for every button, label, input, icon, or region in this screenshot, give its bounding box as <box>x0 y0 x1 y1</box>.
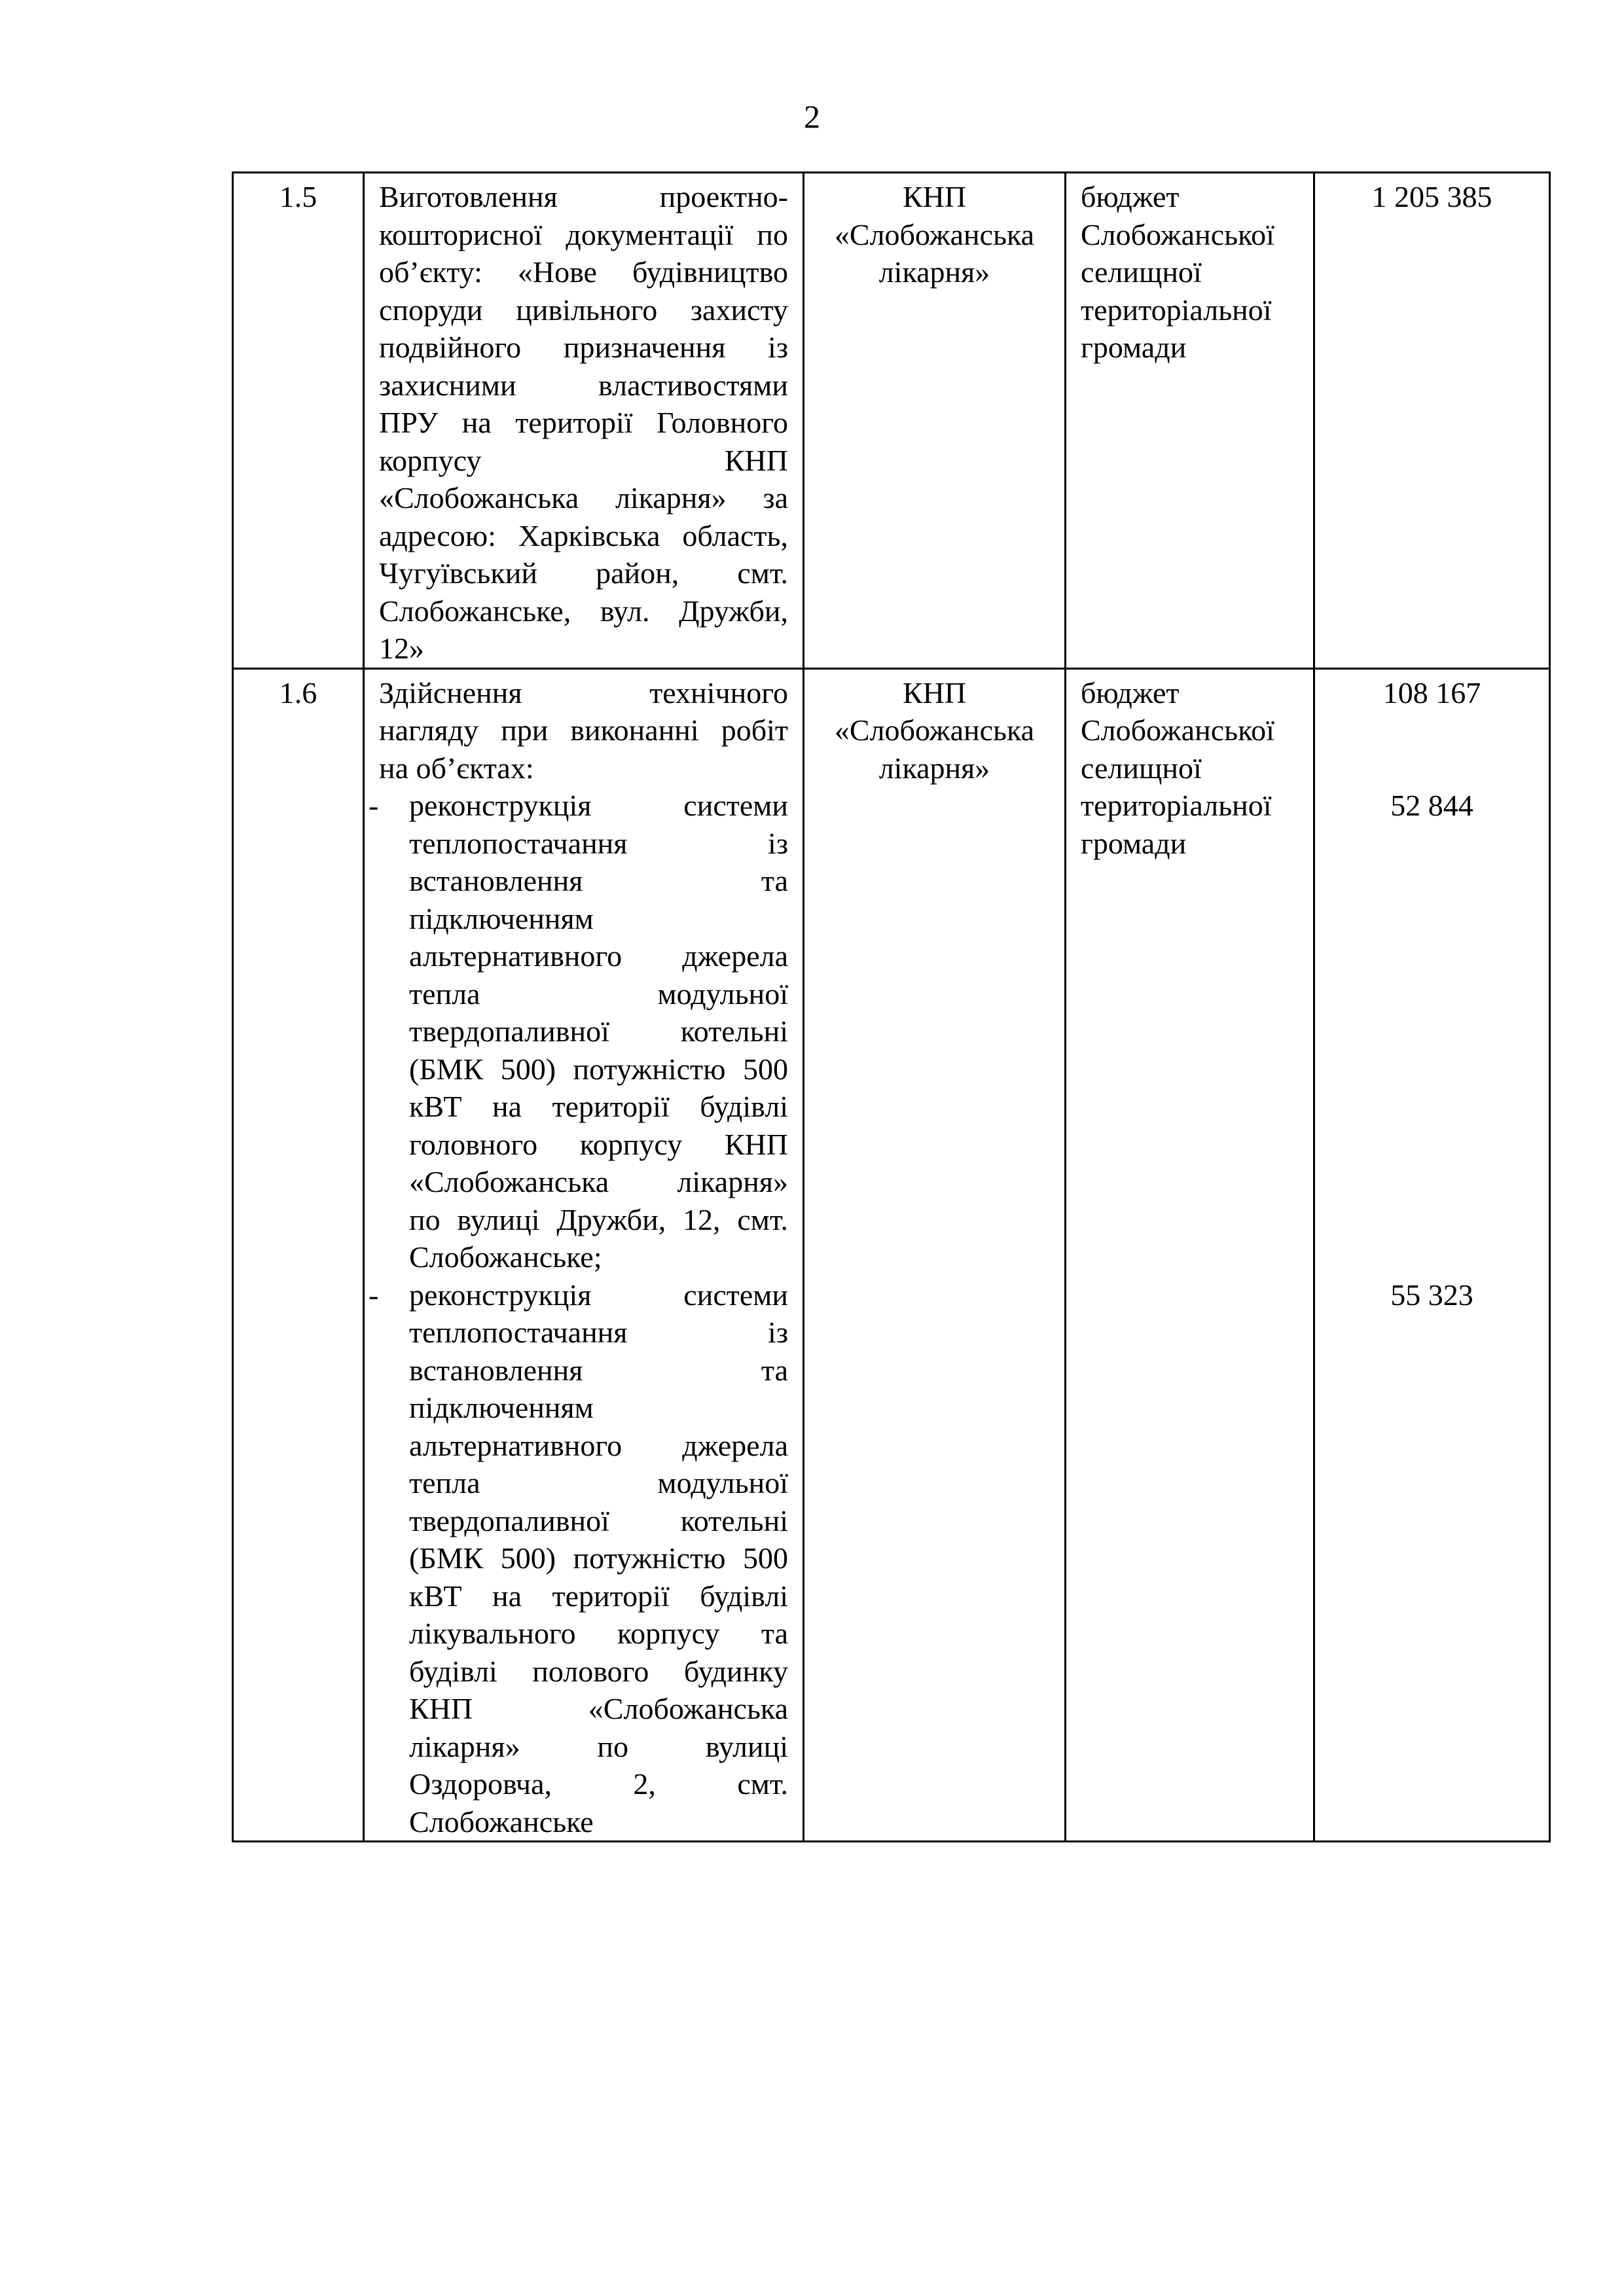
amount-total-value: 108 167 <box>1382 675 1481 709</box>
item-line: підключенням <box>409 901 594 935</box>
amount-item-value: 52 844 <box>1390 789 1473 822</box>
item-line: альтернативного джерела <box>409 939 788 973</box>
executor-line: КНП <box>902 180 967 213</box>
item-line: Слобожанське; <box>409 1240 602 1274</box>
description-line: споруди цивільного захисту <box>379 293 788 327</box>
executor-line: лікарня» <box>878 751 990 785</box>
amount-item-value: 55 323 <box>1390 1278 1473 1312</box>
item-line: кВТ на території будівлі <box>409 1579 788 1613</box>
list-item <box>369 1276 788 1841</box>
funding-source-line: Слобожанської <box>1081 217 1274 251</box>
funding-source-line: територіальної <box>1081 789 1272 822</box>
description-line: адресою: Харківська область, <box>379 518 788 552</box>
description-line: на об’єктах: <box>379 751 534 785</box>
item-line: тепла модульної <box>409 977 788 1011</box>
funding-source-line: громади <box>1081 826 1187 860</box>
description-line: об’єкту: «Нове будівництво <box>379 255 788 289</box>
item-line: лікарня» по вулиці <box>409 1729 788 1763</box>
description-line: Виготовлення проектно- <box>379 180 788 213</box>
funding-source-cell <box>1066 668 1314 1842</box>
description-line: нагляду при виконанні робіт <box>379 713 788 747</box>
funding-source-line: Слобожанської <box>1081 713 1274 747</box>
executor-line: «Слобожанська <box>834 217 1035 251</box>
item-line: встановлення та <box>409 864 788 897</box>
funding-source-line: бюджет <box>1081 180 1180 213</box>
description-line: 12» <box>379 632 424 665</box>
description-line: Чугуївський район, смт. <box>379 556 788 590</box>
item-line: реконструкція системи <box>409 1278 788 1312</box>
item-line: (БМК 500) потужністю 500 <box>409 1052 788 1086</box>
description-cell <box>364 668 804 1842</box>
description-cell <box>364 173 804 669</box>
item-line: підключенням <box>409 1391 594 1424</box>
item-line: (БМК 500) потужністю 500 <box>409 1541 788 1575</box>
item-line: кВТ на території будівлі <box>409 1090 788 1123</box>
item-line: теплопостачання із <box>409 1316 788 1349</box>
row-number-cell: 1.5 <box>233 173 364 669</box>
funding-source-line: бюджет <box>1081 675 1180 709</box>
item-line: твердопаливної котельні <box>409 1503 788 1537</box>
funding-source-line: селищної <box>1081 751 1202 785</box>
item-line: альтернативного джерела <box>409 1428 788 1462</box>
table-row <box>233 668 1550 1842</box>
item-line: будівлі полового будинку <box>409 1654 788 1688</box>
funding-source-line: громади <box>1081 331 1187 364</box>
item-line: головного корпусу КНП <box>409 1127 788 1161</box>
list-item <box>369 787 788 1276</box>
bullet-marker: - <box>369 789 379 822</box>
object-list <box>369 787 788 1840</box>
funding-source-cell <box>1066 173 1314 669</box>
funding-table <box>232 171 1551 1842</box>
description-line: Здійснення технічного <box>379 675 788 709</box>
row-number-cell: 1.6 <box>233 668 364 1842</box>
description-line: кошторисної документації по <box>379 217 788 251</box>
page-number: 2 <box>804 98 820 135</box>
item-line: тепла модульної <box>409 1466 788 1499</box>
executor-line: КНП <box>902 675 967 709</box>
amount-cell <box>1314 668 1550 1842</box>
item-line: по вулиці Дружби, 12, смт. <box>409 1202 788 1236</box>
item-line: КНП «Слобожанська <box>409 1692 788 1725</box>
bullet-marker: - <box>369 1278 379 1312</box>
funding-source-line: селищної <box>1081 255 1202 289</box>
description-line: корпусу КНП <box>379 443 788 477</box>
executor-line: «Слобожанська <box>834 713 1035 747</box>
item-line: теплопостачання із <box>409 826 788 860</box>
amount-value: 1 205 385 <box>1371 180 1492 213</box>
description-line: подвійного призначення із <box>379 331 788 364</box>
amount-cell <box>1314 173 1550 669</box>
description-line: Слобожанське, вул. Дружби, <box>379 594 788 628</box>
description-line: ПРУ на території Головного <box>379 406 788 439</box>
item-line: реконструкція системи <box>409 789 788 822</box>
item-line: Слобожанське <box>409 1804 594 1839</box>
item-line: твердопаливної котельні <box>409 1014 788 1048</box>
funding-source-line: територіальної <box>1081 293 1272 327</box>
executor-line: лікарня» <box>878 255 990 289</box>
table-row <box>233 173 1550 669</box>
item-line: «Слобожанська лікарня» <box>409 1165 788 1198</box>
item-line: Оздоровча, 2, смт. <box>409 1767 788 1801</box>
description-line: захисними властивостями <box>379 368 788 402</box>
executor-cell <box>804 668 1066 1842</box>
item-line: встановлення та <box>409 1353 788 1387</box>
item-line: лікувального корпусу та <box>409 1617 788 1650</box>
executor-cell <box>804 173 1066 669</box>
description-line: «Слобожанська лікарня» за <box>379 481 788 514</box>
